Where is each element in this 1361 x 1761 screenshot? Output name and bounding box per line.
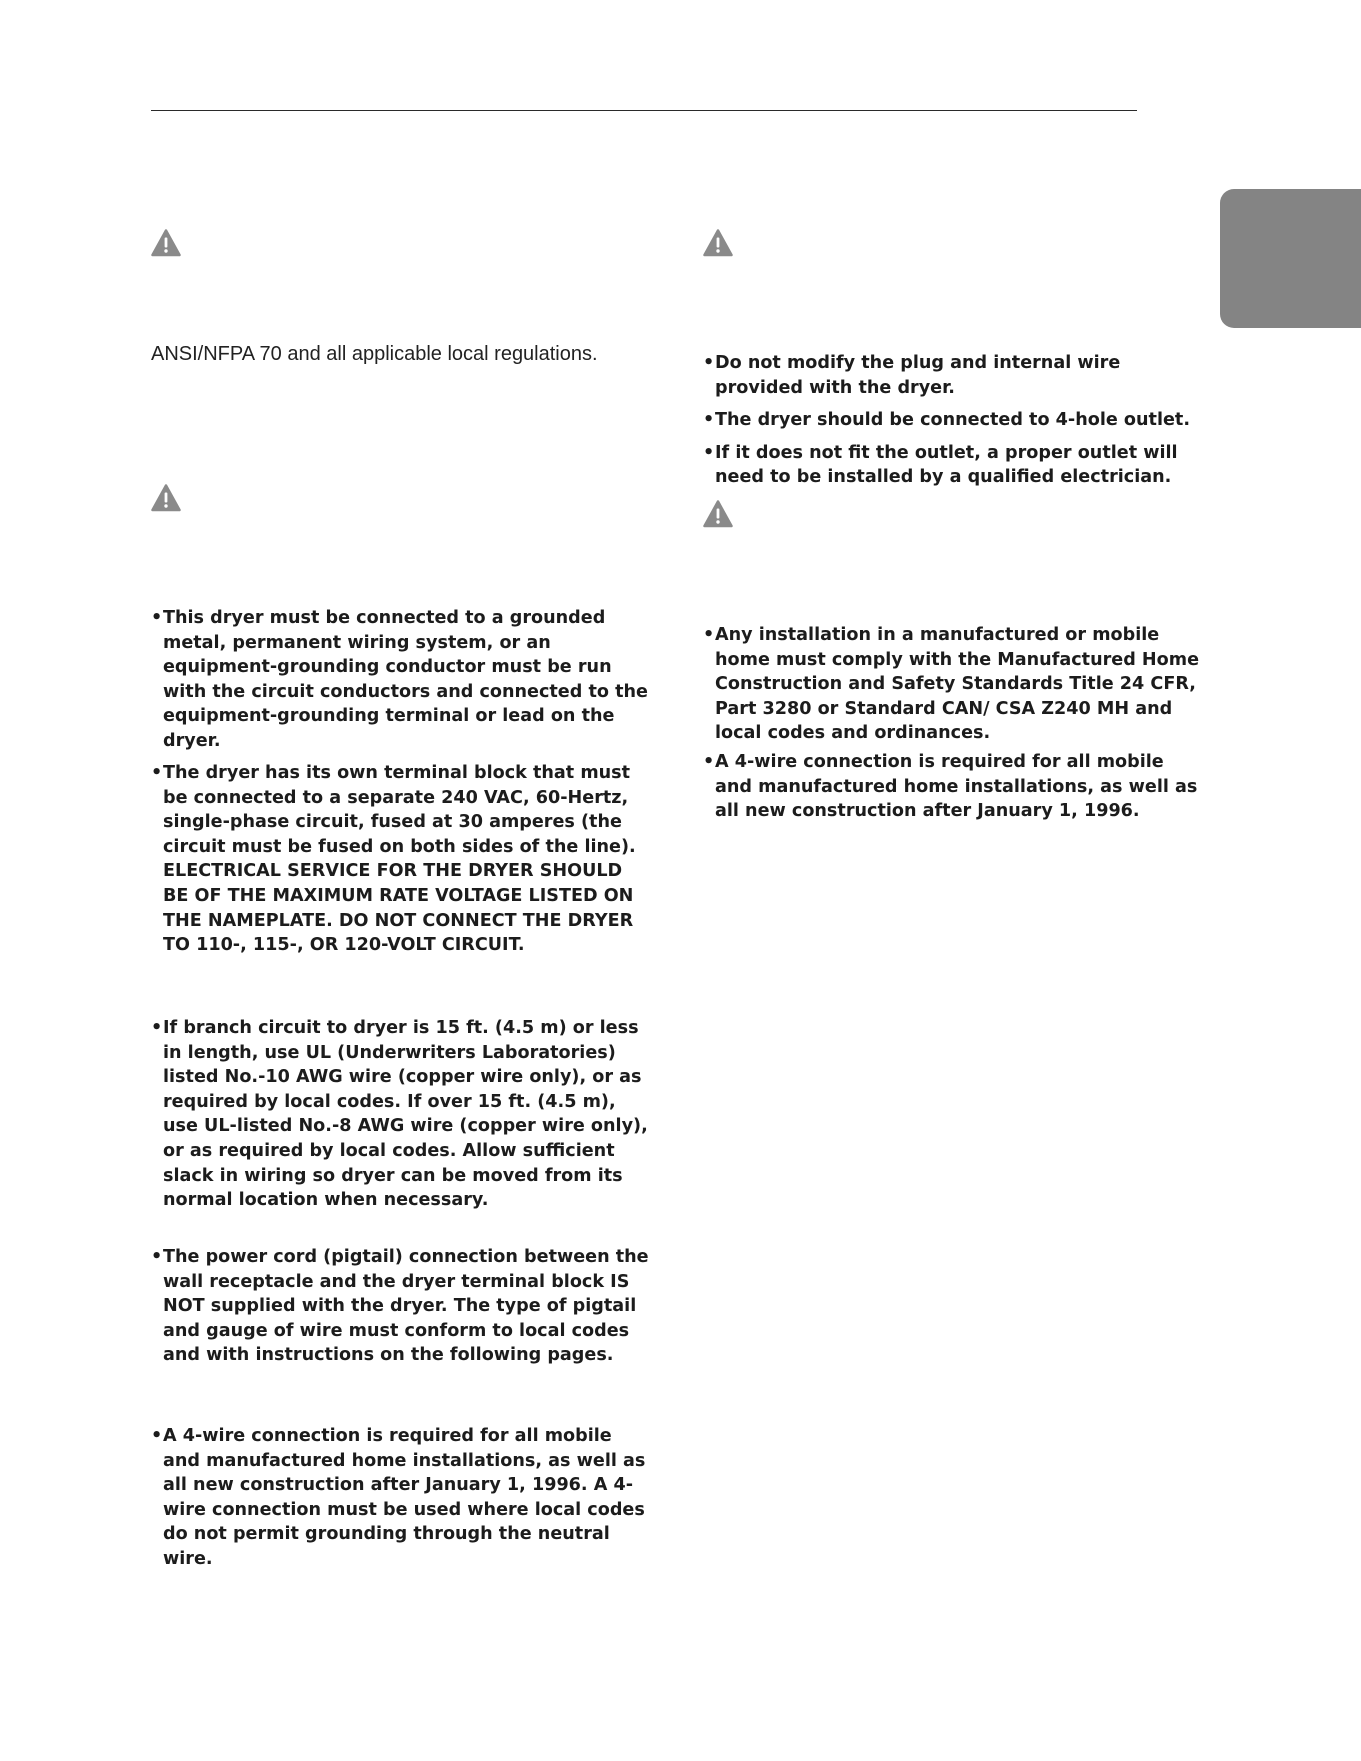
- terminal-block-bullet-list: [151, 761, 651, 958]
- header-rule: [151, 110, 1137, 111]
- warning-triangle-icon: [703, 500, 733, 528]
- grounding-bullet-list: [151, 606, 651, 754]
- bullet-item: • Do not modify the plug and internal wire provided with the dryer.: [703, 351, 1203, 400]
- bullet-item: • A 4-wire connection is required for all mobile and manufactured home installations, as well as all new construction after January 1, 1996.: [703, 750, 1203, 824]
- bullet-item: • If it does not fit the outlet, a proper outlet will need to be installed by a qualified electrician.: [703, 441, 1203, 490]
- bullet-item: • The dryer has its own terminal block that must be connected to a separate 240 VAC, 60-Hertz, single-phase circuit, fused at 30 amperes (the circuit must be fused on both sides of the line). ELECTRICAL SERVICE FOR THE DRYER SHOULD BE OF THE MAXIMUM RATE VOLTAGE LISTED ON THE NAMEPLATE. DO NOT CONNECT THE DRYER TO 110-, 115-, OR 120-VOLT CIRCUIT.: [151, 761, 651, 958]
- warning-triangle-icon: [151, 484, 181, 512]
- mobile-home-bullet-list: [703, 623, 1203, 828]
- four-wire-bullet-list: [151, 1424, 651, 1572]
- plug-bullet-list: [703, 351, 1203, 498]
- bullet-item: • If branch circuit to dryer is 15 ft. (4.5 m) or less in length, use UL (Underwriters Laboratories) listed No.-10 AWG wire (copper wire only), or as required by local codes. If over 15 ft. (4.5 m), use UL-listed No.-8 AWG wire (copper wire only), or as required by local codes. Allow sufficient slack in wiring so dryer can be moved from its normal location when necessary.: [151, 1016, 651, 1213]
- bullet-item: • The dryer should be connected to 4-hole outlet.: [703, 408, 1203, 433]
- bullet-item: • This dryer must be connected to a grounded metal, permanent wiring system, or an equipment-grounding conductor must be run with the circuit conductors and connected to the equipment-grounding terminal or lead on the dryer.: [151, 606, 651, 754]
- section-tab: [1220, 189, 1361, 328]
- warning-triangle-icon: [151, 229, 181, 257]
- bullet-item: • The power cord (pigtail) connection between the wall receptacle and the dryer terminal block IS NOT supplied with the dryer. The type of pigtail and gauge of wire must conform to local codes and with instructions on the following pages.: [151, 1245, 651, 1368]
- bullet-item: • Any installation in a manufactured or mobile home must comply with the Manufactured Home Construction and Safety Standards Title 24 CFR, Part 3280 or Standard CAN/ CSA Z240 MH and local codes and ordinances.: [703, 623, 1203, 746]
- intro-text: ANSI/NFPA 70 and all applicable local regulations.: [151, 343, 598, 365]
- bullet-item: • A 4-wire connection is required for all mobile and manufactured home installations, as well as all new construction after January 1, 1996. A 4-wire connection must be used where local codes do not permit grounding through the neutral wire.: [151, 1424, 651, 1572]
- power-cord-bullet-list: [151, 1245, 651, 1368]
- branch-circuit-bullet-list: [151, 1016, 651, 1213]
- warning-triangle-icon: [703, 229, 733, 257]
